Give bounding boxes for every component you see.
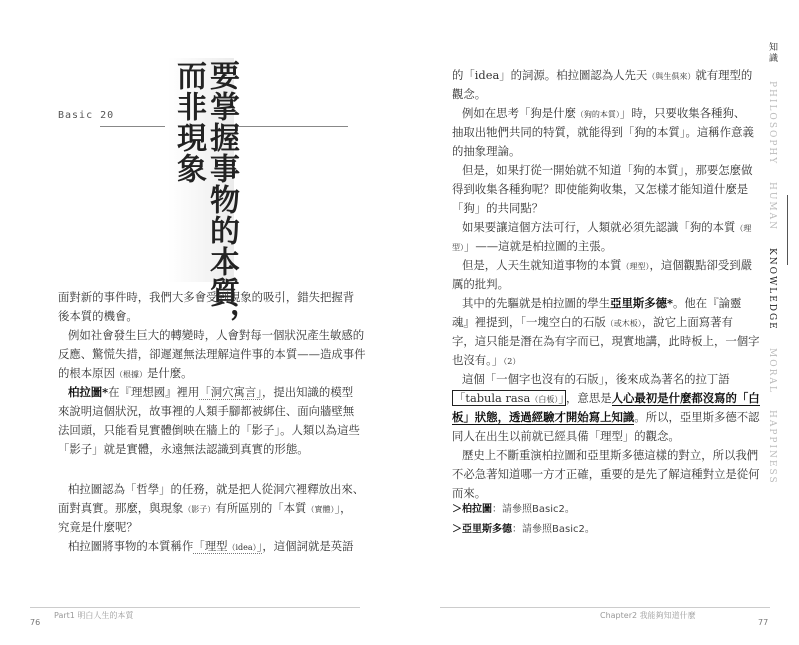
paragraph-line: 板」狀態，透過經驗才開始寫上知識。所以，亞里斯多德不認 <box>452 410 760 424</box>
paragraph-line: 歷史上不斷重演柏拉圖和亞里斯多德這樣的對立，所以我們 <box>462 448 759 462</box>
paragraph-line: 型）」——這就是柏拉圖的主張。 <box>452 239 613 253</box>
chapter-title-line1: 要掌握事物的本質， <box>204 60 239 339</box>
section-rule-right <box>230 126 348 127</box>
side-nav-item-active[interactable]: KNOWLEDGE <box>767 247 777 331</box>
glossary-link-aristotle: 亞里斯多德* <box>610 296 674 310</box>
paragraph-line: 魂』裡提到，「一塊空白的石版（或木板），說它上面寫著有 <box>452 315 733 329</box>
paragraph-line: 得到收集各種狗呢？即使能夠收集，又怎樣才能知道什麼是 <box>452 182 749 196</box>
cross-reference-plato[interactable]: ＞柏拉圖：請參照Basic2。 <box>452 504 575 515</box>
paragraph-line: 的抽象理論。 <box>452 144 521 158</box>
cross-reference-aristotle[interactable]: ＞亞里斯多德：請參照Basic2。 <box>452 524 595 535</box>
paragraph-line: 「tabula rasa（白板）」 ，意思是人心最初是什麼都沒寫的「白 <box>454 391 760 405</box>
paragraph-line: 字，這只能是潛在為有字而已，現實地講，此時板上，一個字 <box>452 334 760 348</box>
paragraph-line: 法回頭，只能看見實體倒映在牆上的「影子」。人類以為這些 <box>58 423 360 437</box>
paragraph-line: 也沒有。」（2） <box>452 353 521 367</box>
footer-rule <box>30 607 360 608</box>
side-nav-chapter: 知識 <box>767 42 777 64</box>
paragraph-line: 不必急著知道哪一方才正確，重要的是先了解這種對立是從何 <box>452 467 760 481</box>
footer-rule <box>440 607 770 608</box>
footer-part-title: Part1 明白人生的本質 <box>54 611 134 620</box>
paragraph-line: 面對真實。那麼，與現象（影子）有所區別的「本質（實體）」， <box>58 501 352 515</box>
paragraph-line: 厲的批判。 <box>452 277 509 291</box>
paragraph-line: 究竟是什麼呢？ <box>58 520 138 534</box>
paragraph-line: 柏拉圖*在『理想國』裡用「洞穴寓言」，提出知識的模型 <box>68 385 354 399</box>
side-nav-item[interactable]: PHILOSOPHY <box>767 80 777 166</box>
side-chapter-nav <box>766 42 779 497</box>
paragraph-line: 面對新的事件時，我們大多會受到現象的吸引，錯失把握背 <box>58 290 355 304</box>
paragraph-line: 這個「一個字也沒有的石版」，後來成為著名的拉丁語 <box>462 372 730 386</box>
page-number-right: 77 <box>758 618 769 627</box>
paragraph-line: 「影子」就是實體，永遠無法認識到真實的形態。 <box>58 442 309 456</box>
paragraph-line: 來說明這個狀況，故事裡的人類手腳都被綁住、面向牆壁無 <box>58 404 355 418</box>
side-nav-item[interactable]: HUMAN <box>767 181 777 231</box>
page-number-left: 76 <box>30 618 41 627</box>
section-rule <box>100 126 165 127</box>
paragraph-line: 但是，如果打從一開始就不知道「狗的本質」，那要怎麼做 <box>462 163 753 177</box>
paragraph-line: 的根本原因（根據）是什麼。 <box>58 366 193 380</box>
paragraph-line: 柏拉圖認為「哲學」的任務，就是把人從洞穴裡釋放出來、 <box>68 482 365 496</box>
paragraph-line: 觀念。 <box>452 87 487 101</box>
side-nav-item[interactable]: HAPPINESS <box>767 410 777 485</box>
paragraph-line: 但是，人天生就知道事物的本質（理型），這個觀點卻受到嚴 <box>462 258 753 272</box>
paragraph-line: 同人在出生以前就已經具備「理型」的觀念。 <box>452 429 680 443</box>
paragraph-line: 柏拉圖將事物的本質稱作「理型（idea）」，這個詞就是英語 <box>68 539 354 553</box>
paragraph-line: 的「idea」的詞源。柏拉圖認為人先天（與生俱來）就有理型的 <box>452 68 753 82</box>
glossary-link-plato: 柏拉圖* <box>68 385 109 399</box>
side-nav-item[interactable]: MORAL <box>767 347 777 394</box>
paragraph-line: 「狗」的共同點？ <box>452 201 544 215</box>
paragraph-line: 其中的先驅就是柏拉圖的學生亞里斯多德*。他在『論靈 <box>462 296 742 310</box>
side-nav-indicator <box>787 195 788 265</box>
chapter-title-line2: 而非現象 <box>171 60 206 184</box>
paragraph-line: 抽取出牠們共同的特質，就能得到「狗的本質」。這稱作意義 <box>452 125 754 139</box>
footnote-ref: （2） <box>503 357 521 366</box>
paragraph-line: 如果要讓這個方法可行，人類就必須先認識「狗的本質（理 <box>462 220 752 234</box>
paragraph-line: 而來。 <box>452 486 487 500</box>
paragraph-line: 例如在思考「狗是什麼（狗的本質）」時，只要收集各種狗、 <box>462 106 746 120</box>
footer-chapter-title: Chapter2 我能夠知道什麼 <box>600 611 696 620</box>
paragraph-line: 後本質的機會。 <box>58 309 138 323</box>
paragraph-line: 反應、驚慌失措，卻遲遲無法理解這件事的本質——造成事件 <box>58 347 366 361</box>
paragraph-line: 例如社會發生巨大的轉變時，人會對每一個狀況產生敏感的 <box>68 328 365 342</box>
section-label: Basic 20 <box>58 110 115 121</box>
